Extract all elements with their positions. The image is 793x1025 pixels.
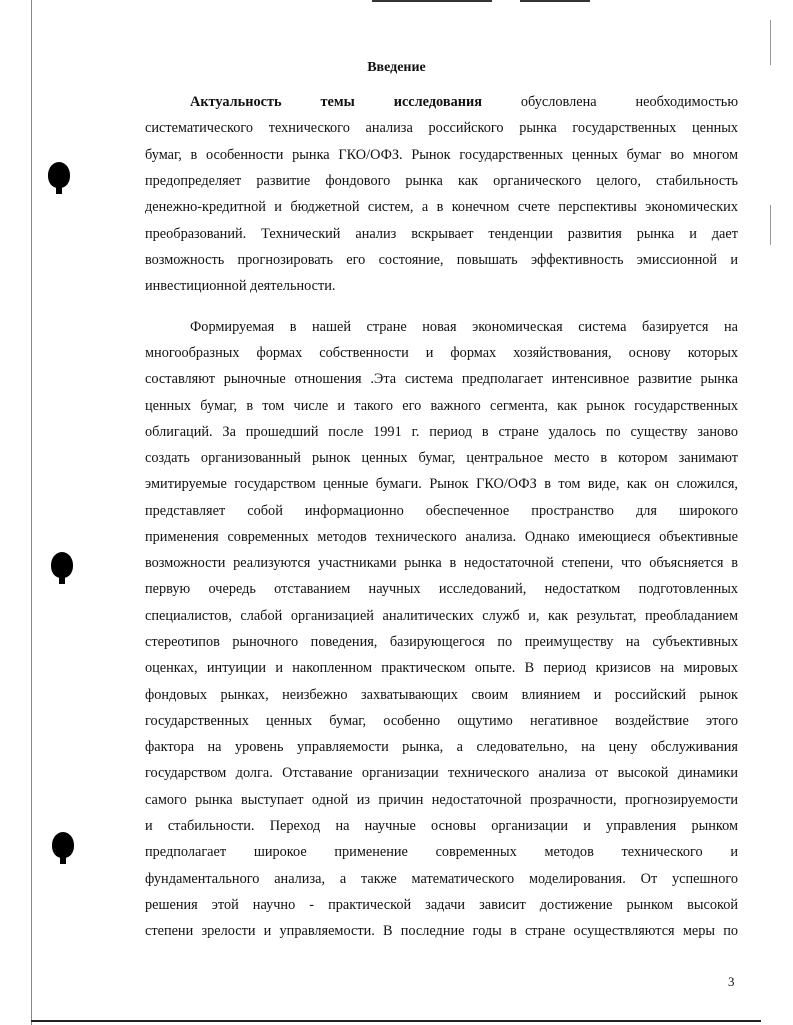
punch-hole-mark: [51, 552, 73, 578]
scan-top-rule: [520, 0, 590, 2]
bold-lead-word: темы: [320, 94, 355, 110]
paragraph-line: инвестиционной деятельности.: [145, 278, 336, 294]
paragraph-line: фундаментального анализа, а также математического моделирования. От успешного: [145, 871, 738, 887]
paragraph-line: самого рынка выступает одной из причин недостаточной прозрачности, прогнозируемости: [145, 792, 738, 808]
paragraph-line: систематического технического анализа российского рынка государственных ценных: [145, 120, 738, 136]
scan-left-border: [31, 0, 32, 1025]
paragraph-line: первую очередь отставанием научных исследований, недостатком подготовленных: [145, 581, 738, 597]
paragraph-line: государственных ценных бумаг, особенно ощутимо негативное воздействие этого: [145, 713, 738, 729]
paragraph-line: государством долга. Отставание организации технического анализа от высокой динамики: [145, 765, 738, 781]
text-run: обусловлена необходимостью: [520, 94, 739, 110]
paragraph-line: оценках, интуиции и накопленном практическом опыте. В период кризисов на мировых: [145, 660, 738, 676]
scan-bottom-border: [31, 1020, 761, 1022]
paragraph-line: предопределяет развитие фондового рынка как органического целого, стабильность: [145, 173, 738, 189]
paragraph-line: [190, 93, 738, 111]
paragraph-line: и стабильности. Переход на научные основы организации и управления рынком: [145, 818, 738, 834]
scan-top-rule: [372, 0, 492, 2]
paragraph-line: решения этой научно - практической задачи зависит достижение рынком высокой: [145, 897, 738, 913]
paragraph-line: фондовых рынках, неизбежно захватывающих своим влиянием и российский рынок: [145, 687, 738, 703]
punch-hole-mark: [52, 832, 74, 858]
paragraph-line: применения современных методов технического анализа. Однако имеющиеся объективные: [145, 529, 738, 545]
paragraph-line: стереотипов рыночного поведения, базирующегося по преимуществу на субъективных: [145, 634, 738, 650]
paragraph-line: составляют рыночные отношения .Эта система предполагает интенсивное развитие рынка: [145, 371, 738, 387]
paragraph-line: степени зрелости и управляемости. В последние годы в стране осуществляются меры по: [145, 923, 738, 939]
scan-edge-mark: [770, 20, 771, 65]
paragraph-line: бумаг, в особенности рынка ГКО/ОФЗ. Рынок государственных ценных бумаг во многом: [145, 147, 738, 163]
bold-lead-word: исследования: [393, 94, 482, 110]
paragraph-line: специалистов, слабой организацией аналитических служб и, как результат, преобладанием: [145, 608, 738, 624]
paragraph-line: возможность прогнозировать его состояние, повышать эффективность эмиссионной и: [145, 252, 738, 268]
paragraph-line: облигаций. За прошедший после 1991 г. период в стране удалось по существу заново: [145, 424, 738, 440]
punch-hole-mark: [48, 162, 70, 188]
paragraph-line: Формируемая в нашей стране новая экономическая система базируется на: [190, 319, 738, 335]
paragraph-line: предполагает широкое применение современных методов технического и: [145, 844, 738, 860]
paragraph-line: эмитируемые государством ценные бумаги. Рынок ГКО/ОФЗ в том виде, как он сложился,: [145, 476, 738, 492]
paragraph-line: возможности реализуются участниками рынка в недостаточной степени, что объясняется в: [145, 555, 738, 571]
paragraph-line: денежно-кредитной и бюджетной систем, а в конечном счете перспективы экономических: [145, 199, 738, 215]
scan-edge-mark: [770, 205, 771, 245]
paragraph-line: преобразований. Технический анализ вскрывает тенденции развития рынка и дает: [145, 226, 738, 242]
paragraph-line: многообразных формах собственности и формах хозяйствования, основу которых: [145, 345, 738, 361]
page-number: 3: [728, 974, 735, 989]
page-title: Введение: [367, 60, 426, 75]
bold-lead-word: Актуальность: [190, 94, 282, 110]
paragraph-line: фактора на уровень управляемости рынка, а следовательно, на цену обслуживания: [145, 739, 738, 755]
paragraph-line: создать организованный рынок ценных бумаг, центральное место в котором занимают: [145, 450, 738, 466]
paragraph-line: представляет собой информационно обеспеченное пространство для широкого: [145, 503, 738, 519]
paragraph-line: ценных бумаг, в том числе и такого его важного сегмента, как рынок государственных: [145, 398, 738, 414]
